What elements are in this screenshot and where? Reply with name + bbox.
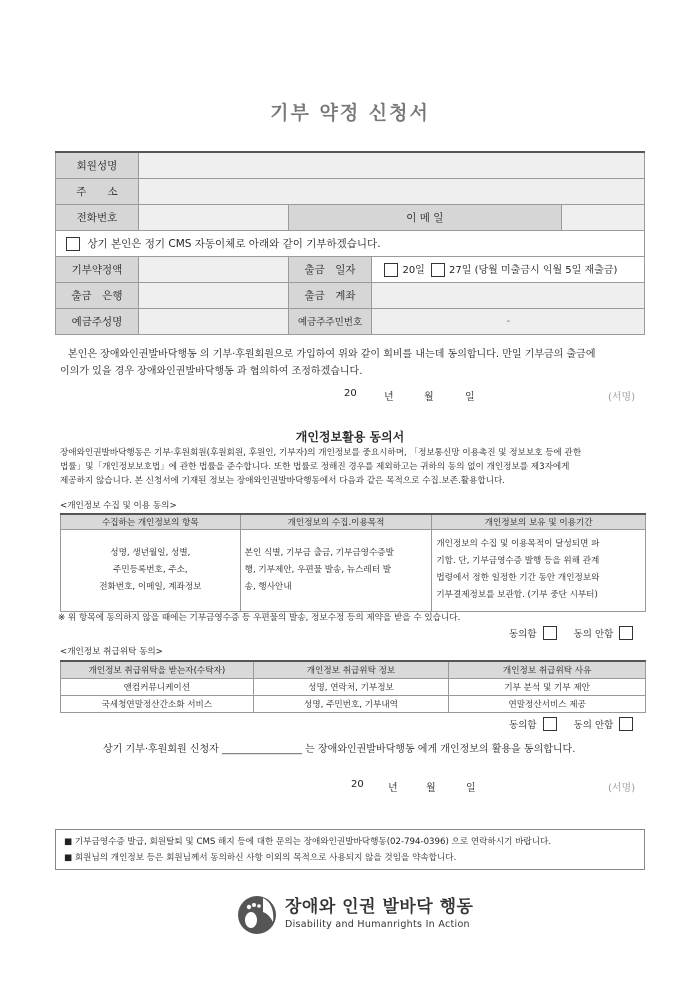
cms-agree-checkbox[interactable] <box>66 237 80 251</box>
date-20-checkbox[interactable] <box>384 263 398 277</box>
table-row <box>61 695 646 712</box>
notice-text-2: 회원님의 개인정보 등은 회원님께서 동의하신 사항 이외의 목적으로 사용되지 않을 것임을 약속합니다. <box>74 853 457 863</box>
member-name-field[interactable] <box>138 152 644 178</box>
holder-field[interactable] <box>138 308 288 334</box>
outsource-cell: 앤컴커뮤니케이션 <box>61 678 254 695</box>
notice-line-1 <box>64 834 636 850</box>
phone-field[interactable] <box>138 204 288 230</box>
collect-header-period: 개인정보의 보유 및 이용기간 <box>432 514 646 529</box>
disagree-label-2: 동의 안함 <box>573 720 614 731</box>
account-field[interactable] <box>372 282 645 308</box>
applicant-pre: 상기 기부·후원회원 신청자 <box>103 744 222 755</box>
date-20-label: 20일 <box>402 265 425 276</box>
sign1-signature[interactable]: (서명) <box>608 392 636 403</box>
applicant-name-blank[interactable]: ________________ <box>221 744 302 755</box>
withdraw-date-options <box>372 256 645 282</box>
holder-id-field[interactable]: - <box>372 308 645 334</box>
disagree-checkbox-2[interactable] <box>619 717 633 731</box>
sign1-wol: 월 <box>424 392 434 403</box>
collect-label: <개인정보 수집 및 이용 동의> <box>60 501 177 511</box>
outsource-table <box>60 660 646 713</box>
outsource-cell: 기부 분석 및 기부 제안 <box>449 678 646 695</box>
outsource-header-reason: 개인정보 취급위탁 사유 <box>449 661 646 678</box>
collect-header-items: 수집하는 개인정보의 항목 <box>61 514 241 529</box>
logo-name-en: Disability and Humanrights In Action <box>285 919 470 930</box>
member-name-label: 회원성명 <box>56 152 139 178</box>
agree-label-1: 동의함 <box>509 629 537 640</box>
bank-label: 출금 은행 <box>56 282 139 308</box>
pledge-amount-field[interactable] <box>138 256 288 282</box>
bullet-icon: ■ <box>64 837 75 847</box>
privacy-intro-line-1: 장애와인권발바닥행동은 기부·후원회원(후원회원, 후원인, 기부자)의 개인정보를 중요시하며, 「정보통신망 이용촉진 및 정보보호 등에 관한 <box>60 448 582 458</box>
cms-agree-row <box>56 230 645 256</box>
email-label: 이 메 일 <box>288 204 562 230</box>
outsource-header-trustee: 개인정보 취급위탁을 받는자(수탁자) <box>61 661 254 678</box>
collect-header-purpose: 개인정보의 수집.이용목적 <box>240 514 432 529</box>
disagree-label-1: 동의 안함 <box>573 629 614 640</box>
bullet-icon: ■ <box>64 853 75 863</box>
sign2-year: 20 <box>351 779 364 790</box>
account-label: 출금 계좌 <box>288 282 372 308</box>
phone-label: 전화번호 <box>56 204 139 230</box>
agree-row-2 <box>509 717 633 731</box>
outsource-cell: 성명, 주민번호, 기부내역 <box>253 695 449 712</box>
organization-logo <box>235 890 495 940</box>
address-field[interactable] <box>138 178 644 204</box>
agree-row-1 <box>509 626 633 640</box>
logo-name-ko: 장애와 인권 발바닥 행동 <box>285 897 474 917</box>
page-title: 기부 약정 신청서 <box>270 102 430 124</box>
collect-table <box>60 513 646 612</box>
privacy-intro-line-3: 제공하지 않습니다. 본 신청서에 기재된 정보는 장애와인권발바닥행동에서 다음과 같은 목적으로 수집.보존.활용합니다. <box>60 476 506 486</box>
collect-purpose: 본인 식별, 기부금 출금, 기부금영수증발 행, 기부제안, 우편물 발송, 뉴스레터 발 송, 행사안내 <box>240 529 432 611</box>
date-27-label: 27일 (당월 미출금시 익월 5일 재출금) <box>449 265 618 276</box>
sign1-nyeon: 년 <box>384 392 394 403</box>
applicant-consent <box>103 741 663 758</box>
sign2-signature[interactable]: (서명) <box>608 783 636 794</box>
holder-id-label: 예금주주민번호 <box>288 308 372 334</box>
consent-line-1: 본인은 장애와인권발바닥행동 의 기부·후원회원으로 가입하여 위와 같이 회비를 내는데 동의합니다. 만일 기부금의 출금에 <box>68 349 596 360</box>
applicant-post: 는 장애와인권발바닥행동 에게 개인정보의 활용을 동의합니다. <box>301 744 576 755</box>
sign1-year: 20 <box>344 388 357 399</box>
pledge-amount-label: 기부약정액 <box>56 256 139 282</box>
notice-text-1: 기부금영수증 발급, 회원탈퇴 및 CMS 해지 등에 대한 문의는 장애와인권발바닥행동(02-794-0396) 으로 연락하시기 바랍니다. <box>74 837 552 847</box>
notice-line-2 <box>64 850 636 866</box>
holder-label: 예금주성명 <box>56 308 139 334</box>
privacy-intro <box>60 446 650 488</box>
agree-label-2: 동의함 <box>509 720 537 731</box>
cms-agree-text: 상기 본인은 정기 CMS 자동이체로 아래와 같이 기부하겠습니다. <box>87 237 381 250</box>
collect-period: 개인정보의 수집 및 이용목적이 달성되면 파 기함. 단, 기부금영수증 발행 등을 위해 관계 법령에서 정한 일정한 기간 동안 개인정보와 기부결제정보를 보관함. (기부 중단 시부터) <box>432 529 646 611</box>
notice-box <box>55 829 645 870</box>
outsource-header-info: 개인정보 취급위탁 정보 <box>253 661 449 678</box>
agree-checkbox-1[interactable] <box>543 626 557 640</box>
date-27-checkbox[interactable] <box>431 263 445 277</box>
bank-field[interactable] <box>138 282 288 308</box>
outsource-cell: 연말정산서비스 제공 <box>449 695 646 712</box>
footprint-emblem-icon <box>235 892 281 938</box>
outsource-label: <개인정보 취급위탁 동의> <box>60 647 163 657</box>
agree-checkbox-2[interactable] <box>543 717 557 731</box>
collect-items: 성명, 생년월일, 성별, 주민등록번호, 주소, 전화번호, 이메일, 계좌정보 <box>61 529 241 611</box>
privacy-intro-line-2: 법률」및「개인정보보호법」에 관한 법률을 준수합니다. 또한 법률로 정해진 경우를 제외하고는 귀하의 동의 없이 개인정보를 제3자에게 <box>60 462 570 472</box>
privacy-title: 개인정보활용 동의서 <box>295 430 405 444</box>
disagree-checkbox-1[interactable] <box>619 626 633 640</box>
consent-paragraph <box>60 346 650 380</box>
privacy-note: ※ 위 항목에 동의하지 않을 때에는 기부금영수증 등 우편물의 발송, 정보수정 등의 제약을 받을 수 있습니다. <box>58 613 461 623</box>
application-form-table <box>55 151 645 335</box>
sign2-wol: 월 <box>426 783 436 794</box>
withdraw-date-label: 출금 일자 <box>288 256 372 282</box>
consent-line-2: 이의가 있을 경우 장애와인권발바닥행동 과 협의하여 조정하겠습니다. <box>60 366 363 377</box>
sign2-il: 일 <box>466 783 476 794</box>
sign1-il: 일 <box>465 392 475 403</box>
address-label: 주 소 <box>56 178 139 204</box>
outsource-cell: 성명, 연락처, 기부정보 <box>253 678 449 695</box>
email-field[interactable] <box>562 204 645 230</box>
sign2-nyeon: 년 <box>388 783 398 794</box>
outsource-cell: 국세청연말정산간소화 서비스 <box>61 695 254 712</box>
table-row <box>61 678 646 695</box>
